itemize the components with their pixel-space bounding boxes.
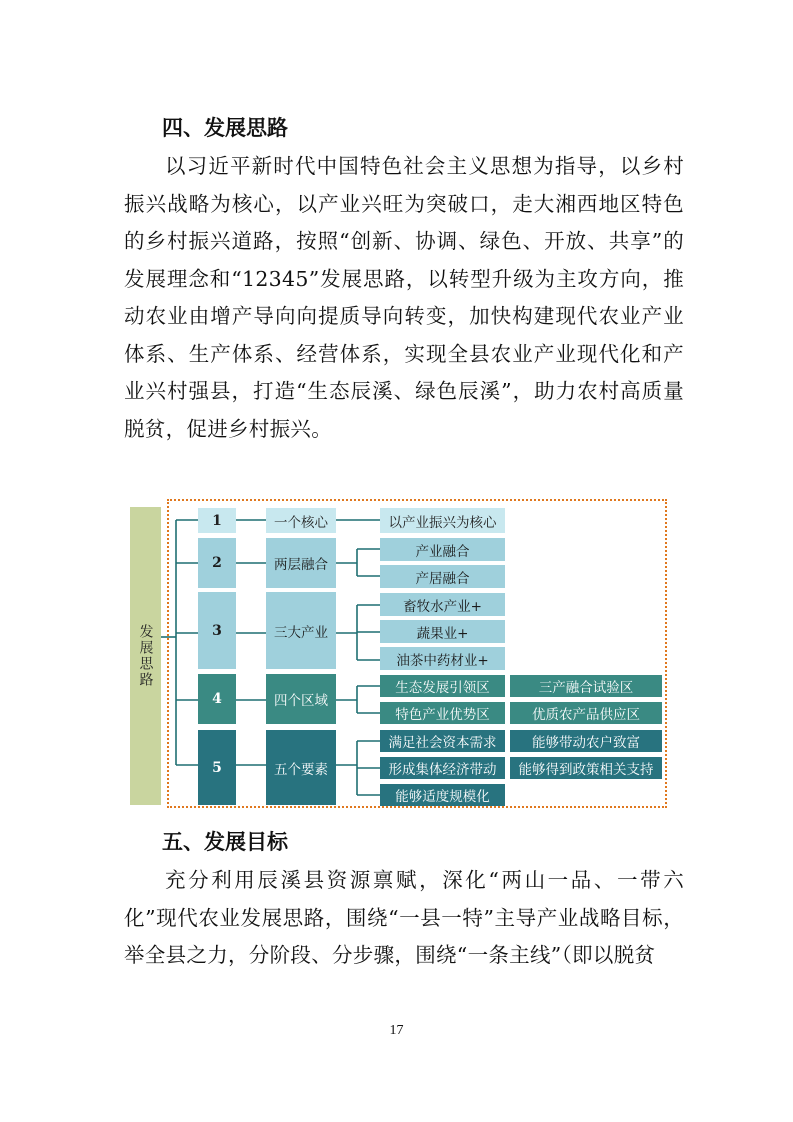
body-paragraph-4: 以习近平新时代中国特色社会主义思想为指导，以乡村振兴战略为核心，以产业兴旺为突破口，走大湘西地区特色的乡村振兴道路，按照“创新、协调、绿色、开放、共享”的发展理念和“12345”发展思路，以转型升级为主攻方向，推动农业由增产导向向提质导向转变，加快构建现代农业产业体系、生产体系、经营体系，实现全县农业产业现代化和产业兴村强县，打造“生态辰溪、绿色辰溪”，助力农村高质量脱贫，促进乡村振兴。: [124, 154, 684, 441]
row-3-item: 蔬果业+: [380, 620, 505, 643]
page-number: 17: [389, 1023, 404, 1038]
row-5-category: 五个要素: [266, 730, 336, 805]
row-5-item: 能够适度规模化: [380, 784, 505, 806]
row-2-item: 产居融合: [380, 565, 505, 588]
section-heading-5: 五、发展目标: [162, 830, 288, 854]
row-4-item: 生态发展引领区: [380, 675, 505, 697]
row-2-category: 两层融合: [266, 538, 336, 588]
section-heading-4: 四、发展思路: [162, 116, 288, 140]
row-3-item: 油茶中药材业+: [380, 647, 505, 670]
row-5-item: 满足社会资本需求: [380, 730, 505, 752]
row-4-category: 四个区域: [266, 674, 336, 724]
row-5-number: 5: [198, 730, 236, 805]
row-4-item: 特色产业优势区: [380, 702, 505, 724]
row-4-number: 4: [198, 674, 236, 724]
body-paragraph-5: 充分利用辰溪县资源禀赋，深化“两山一品、一带六化”现代农业发展思路，围绕“一县一特”主导产业战略目标，举全县之力，分阶段、分步骤，围绕“一条主线”（即以脱贫: [124, 868, 684, 967]
row-2-number: 2: [198, 538, 236, 588]
row-5-item: 能够带动农户致富: [510, 730, 662, 752]
diagram-root-label: 发展思路: [130, 507, 161, 805]
row-1-item: 以产业振兴为核心: [380, 508, 505, 533]
row-4-item: 优质农产品供应区: [510, 702, 662, 724]
row-5-item: 能够得到政策相关支持: [510, 757, 662, 779]
row-4-item: 三产融合试验区: [510, 675, 662, 697]
row-3-item: 畜牧水产业+: [380, 593, 505, 616]
row-2-item: 产业融合: [380, 538, 505, 561]
row-5-item: 形成集体经济带动: [380, 757, 505, 779]
row-1-category: 一个核心: [266, 508, 336, 533]
row-1-number: 1: [198, 508, 236, 533]
row-3-category: 三大产业: [266, 592, 336, 669]
row-3-number: 3: [198, 592, 236, 669]
